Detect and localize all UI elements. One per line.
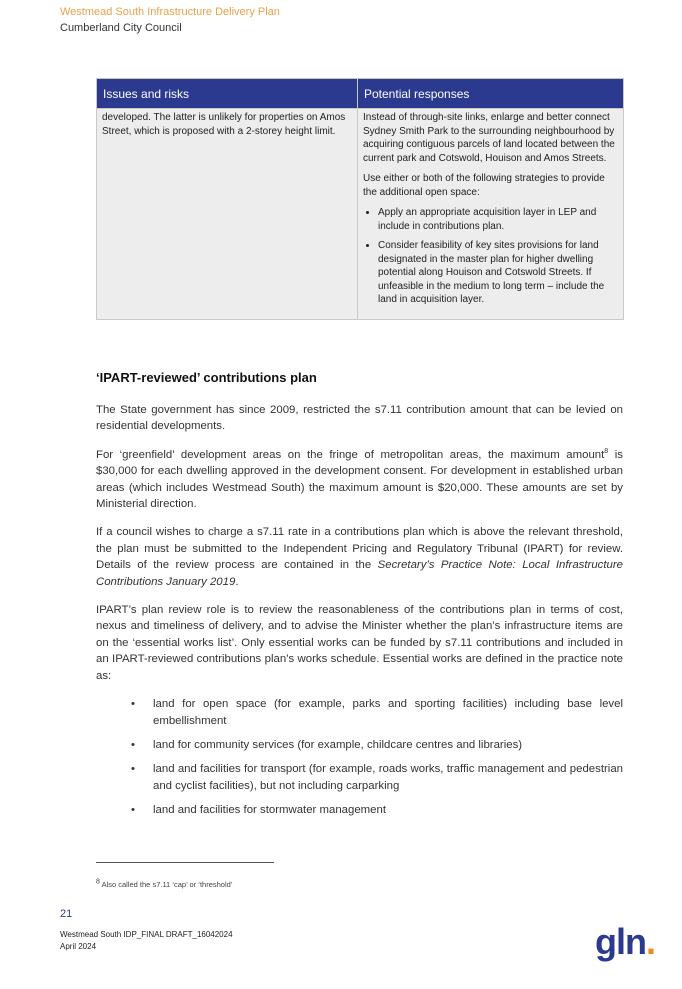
- list-item: • land for community services (for example, childcare centres and libraries): [153, 737, 623, 753]
- logo-dot: .: [645, 921, 655, 962]
- footnote-reference: 8: [604, 448, 609, 456]
- section-title: ‘IPART-reviewed’ contributions plan: [96, 370, 317, 385]
- response-cell: [358, 109, 624, 320]
- header-title: Westmead South Infrastructure Delivery Plan: [60, 6, 280, 18]
- list-item: • land and facilities for transport (for example, roads works, traffic management and pedestrian and cyclist facilities), but not including carparking: [153, 761, 623, 794]
- table-row: [97, 109, 624, 320]
- essential-works-list: [96, 696, 623, 818]
- issues-responses-table: [96, 78, 624, 320]
- list-item: • land for open space (for example, parks and sporting facilities) including base level embellishment: [153, 696, 623, 729]
- paragraph-3-text-a: If a council wishes to charge a s7.11 rate in a contributions plan which is above the relevant threshold, the plan must be submitted to the Independent Pricing and Regulatory Tribunal (IPART) for review. Details of the review process are contained in the: [96, 526, 623, 572]
- practice-note-title: Secretary’s Practice Note: Local Infrastructure Contributions January 2019: [96, 559, 623, 588]
- section-body: [96, 402, 623, 827]
- gln-logo: [595, 922, 655, 962]
- footer-doc-id: Westmead South IDP_FINAL DRAFT_16042024: [60, 930, 233, 939]
- page-number: 21: [60, 908, 73, 920]
- footer-date: April 2024: [60, 942, 97, 951]
- footnote-text: Also called the s7.11 ‘cap’ or ‘threshold’: [99, 880, 233, 889]
- paragraph-2: [96, 447, 623, 513]
- paragraph-3: [96, 524, 623, 590]
- response-paragraph-1: Instead of through-site links, enlarge and better connect Sydney Smith Park to the surrounding neighbourhood by acquiring contiguous parcels of land located between the current park and Cotswold, Houison and Amos Streets.: [363, 112, 615, 164]
- logo-text: gln: [595, 921, 646, 962]
- paragraph-2-text-b: is $30,000 for each dwelling approved in the development consent. For development in established urban areas (which includes Westmead South) the maximum amount is $20,000. These amounts are set by Ministerial direction.: [96, 448, 623, 511]
- response-paragraph-2: Use either or both of the following strategies to provide the additional open space:: [363, 173, 605, 198]
- paragraph-1: The State government has since 2009, restricted the s7.11 contribution amount that can be levied on residential developments.: [96, 404, 623, 433]
- paragraph-4: IPART’s plan review role is to review the reasonableness of the contributions plan in terms of cost, nexus and timeliness of delivery, and to advise the Minister whether the plan’s infrastructure items are on the ‘essential works list’. Only essential works can be funded by s7.11 contributions and included in an IPART-reviewed contributions plan’s works schedule. Essential works are defined in the practice note as:: [96, 604, 623, 682]
- list-item: • land and facilities for stormwater management: [153, 802, 623, 818]
- footnote-number: 8: [96, 878, 100, 886]
- issue-cell: [97, 109, 358, 320]
- table-header-row: [97, 79, 624, 109]
- footnote-divider: [96, 862, 274, 863]
- response-bullet-list: [363, 206, 618, 307]
- paragraph-2-text-a: For ‘greenfield’ development areas on the fringe of metropolitan areas, the maximum amount: [96, 448, 605, 461]
- issue-text: developed. The latter is unlikely for properties on Amos Street, which is proposed with a 2-storey height limit.: [102, 112, 346, 137]
- paragraph-3-text-b: .: [235, 575, 239, 588]
- footnote: [96, 880, 232, 889]
- list-item: • Consider feasibility of key sites provisions for land designated in the master plan for higher dwelling potential along Houison and Cotswold Streets. If unfeasible in the medium to long term – include the land in acquisition layer.: [378, 239, 618, 307]
- column-header-responses: Potential responses: [358, 79, 624, 109]
- column-header-issues: Issues and risks: [97, 79, 358, 109]
- list-item: • Apply an appropriate acquisition layer in LEP and include in contributions plan.: [378, 206, 618, 233]
- header-subtitle: Cumberland City Council: [60, 22, 182, 34]
